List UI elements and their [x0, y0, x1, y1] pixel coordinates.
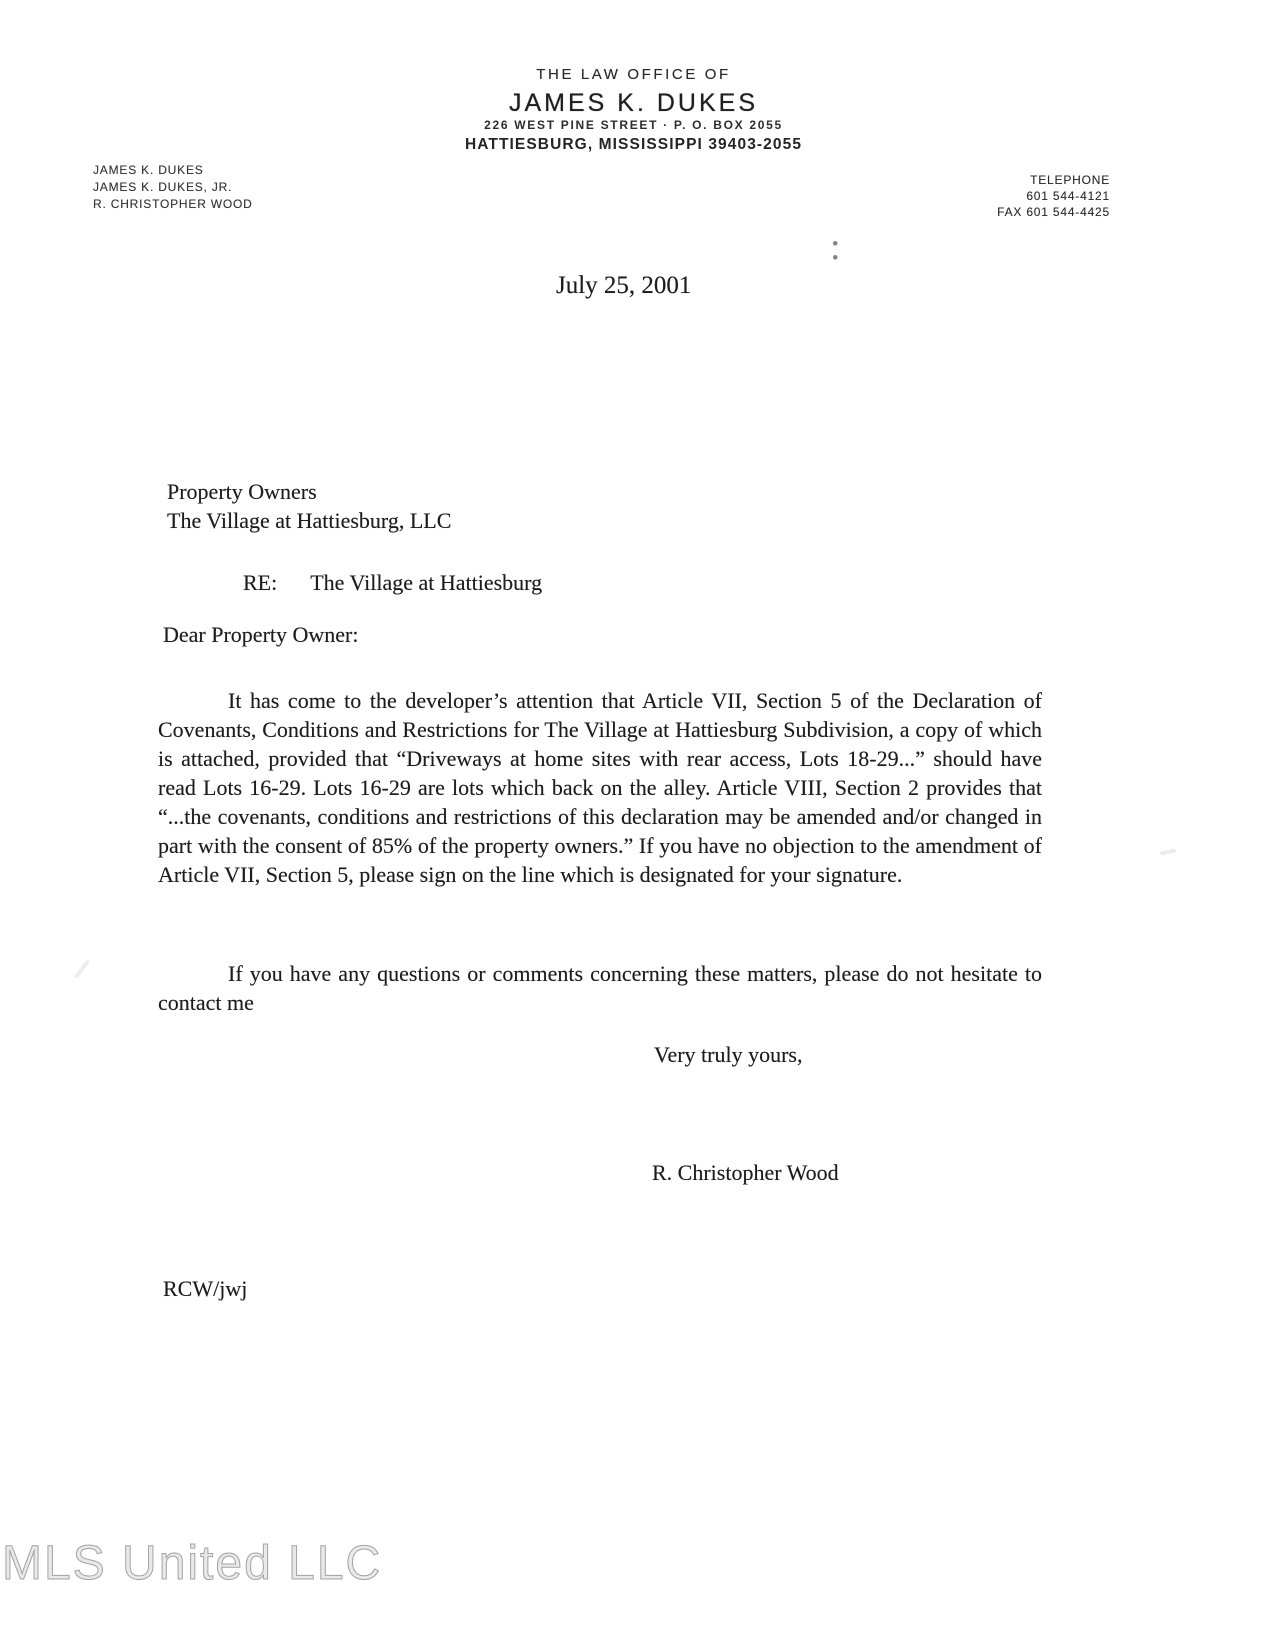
recipient-line: Property Owners [167, 479, 317, 504]
closing-line: Very truly yours, [654, 1042, 803, 1067]
attorney-name: JAMES K. DUKES [93, 163, 204, 177]
letterhead-firm-name: JAMES K. DUKES [509, 89, 758, 117]
letterhead-city-line: HATTIESBURG, MISSISSIPPI 39403-2055 [464, 136, 803, 153]
body-paragraph: If you have any questions or comments concerning these matters, please do not hesitate to contact me [158, 961, 1042, 1015]
scan-smudge [74, 959, 91, 979]
recipient-line: The Village at Hattiesburg, LLC [167, 507, 452, 533]
attorney-name: JAMES K. DUKES, JR. [93, 180, 233, 194]
re-line [243, 570, 542, 596]
recipient-block [167, 478, 451, 535]
letterhead-street-address: 226 WEST PINE STREET · P. O. BOX 2055 [484, 118, 783, 132]
contact-block [997, 172, 1110, 220]
signer-name: R. Christopher Wood [652, 1160, 839, 1185]
reference-initials: RCW/jwj [163, 1276, 248, 1301]
body-paragraph: It has come to the developer’s attention that Article VII, Section 5 of the Declaration of Covenants, Conditions and Restrictions for The Village at Hattiesburg Subdivision, a copy of which is attached, provided that “Driveways at home sites with rear access, Lots 18-29...” should have read Lots 16-29. Lots 16-29 are lots which back on the alley. Article VIII, Section 2 provides that “...the covenants, conditions and restrictions of this declaration may be amended and/or changed in part with the consent of 85% of the property owners.” If you have no objection to the amendment of Article VII, Section 5, please sign on the line which is designated for your signature. [158, 688, 1042, 887]
scan-artifact-colon: : [830, 226, 841, 268]
salutation: Dear Property Owner: [163, 622, 359, 647]
re-subject: The Village at Hattiesburg [310, 570, 543, 595]
fax-number: FAX 601 544-4425 [997, 205, 1110, 219]
re-label: RE: [243, 570, 278, 595]
watermark-text: MLS United LLC [2, 1537, 383, 1590]
telephone-number: 601 544-4121 [1026, 189, 1110, 203]
attorney-name: R. CHRISTOPHER WOOD [93, 197, 253, 211]
letterhead-office-line: THE LAW OFFICE OF [536, 66, 731, 83]
telephone-label: TELEPHONE [1030, 173, 1110, 187]
attorney-list [93, 162, 253, 213]
letter-date: July 25, 2001 [556, 272, 692, 299]
scan-smudge [1160, 848, 1176, 855]
